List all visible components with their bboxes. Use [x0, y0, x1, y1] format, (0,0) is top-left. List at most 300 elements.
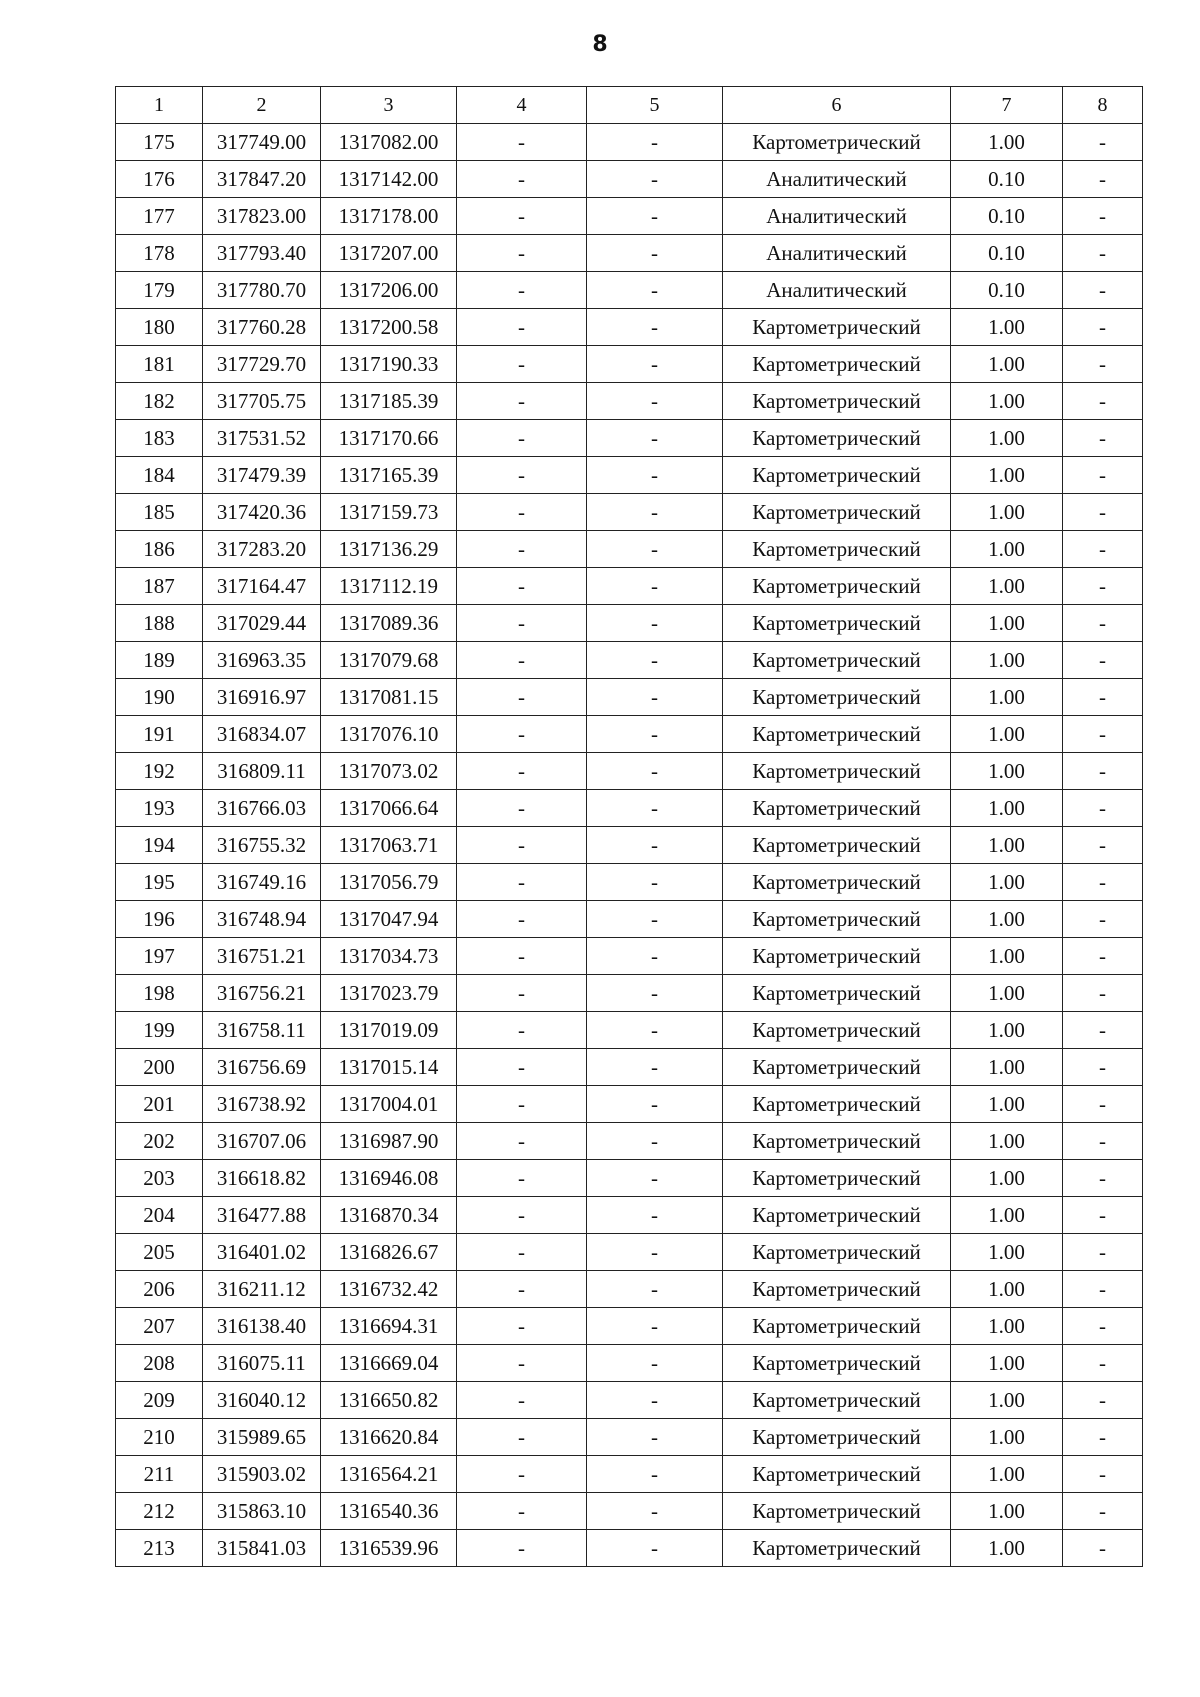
y-coordinate-cell: 1317112.19 — [321, 568, 457, 605]
x-coordinate-cell: 317780.70 — [203, 272, 321, 309]
method-cell: Картометрический — [723, 531, 951, 568]
col8-cell: - — [1063, 790, 1143, 827]
page-number: 8 — [592, 32, 608, 57]
point-number-cell: 197 — [116, 938, 203, 975]
table-row — [116, 1160, 1143, 1197]
table-row — [116, 420, 1143, 457]
col4-cell: - — [457, 124, 587, 161]
method-cell: Картометрический — [723, 605, 951, 642]
y-coordinate-cell: 1316564.21 — [321, 1456, 457, 1493]
table-row — [116, 1012, 1143, 1049]
accuracy-cell: 0.10 — [951, 235, 1063, 272]
col8-cell: - — [1063, 1493, 1143, 1530]
y-coordinate-cell: 1317063.71 — [321, 827, 457, 864]
point-number-cell: 198 — [116, 975, 203, 1012]
x-coordinate-cell: 317705.75 — [203, 383, 321, 420]
point-number-cell: 184 — [116, 457, 203, 494]
table-row — [116, 1493, 1143, 1530]
table-row — [116, 753, 1143, 790]
point-number-cell: 175 — [116, 124, 203, 161]
table-row — [116, 235, 1143, 272]
col5-cell: - — [587, 1123, 723, 1160]
point-number-cell: 202 — [116, 1123, 203, 1160]
col4-cell: - — [457, 1123, 587, 1160]
col5-cell: - — [587, 161, 723, 198]
y-coordinate-cell: 1316539.96 — [321, 1530, 457, 1567]
col4-cell: - — [457, 420, 587, 457]
accuracy-cell: 1.00 — [951, 753, 1063, 790]
method-cell: Картометрический — [723, 1345, 951, 1382]
point-number-cell: 212 — [116, 1493, 203, 1530]
col4-cell: - — [457, 198, 587, 235]
col4-cell: - — [457, 827, 587, 864]
method-cell: Картометрический — [723, 1308, 951, 1345]
x-coordinate-cell: 316809.11 — [203, 753, 321, 790]
col8-cell: - — [1063, 1234, 1143, 1271]
col4-cell: - — [457, 568, 587, 605]
x-coordinate-cell: 315903.02 — [203, 1456, 321, 1493]
col8-cell: - — [1063, 1308, 1143, 1345]
col5-cell: - — [587, 272, 723, 309]
y-coordinate-cell: 1317082.00 — [321, 124, 457, 161]
accuracy-cell: 0.10 — [951, 161, 1063, 198]
method-cell: Картометрический — [723, 975, 951, 1012]
point-number-cell: 200 — [116, 1049, 203, 1086]
method-cell: Аналитический — [723, 198, 951, 235]
x-coordinate-cell: 317749.00 — [203, 124, 321, 161]
x-coordinate-cell: 317283.20 — [203, 531, 321, 568]
x-coordinate-cell: 316916.97 — [203, 679, 321, 716]
method-cell: Картометрический — [723, 1086, 951, 1123]
table-row — [116, 642, 1143, 679]
col5-cell: - — [587, 1382, 723, 1419]
y-coordinate-cell: 1316732.42 — [321, 1271, 457, 1308]
method-cell: Картометрический — [723, 494, 951, 531]
accuracy-cell: 1.00 — [951, 531, 1063, 568]
x-coordinate-cell: 316756.69 — [203, 1049, 321, 1086]
y-coordinate-cell: 1317047.94 — [321, 901, 457, 938]
point-number-cell: 203 — [116, 1160, 203, 1197]
col8-cell: - — [1063, 1086, 1143, 1123]
method-cell: Картометрический — [723, 642, 951, 679]
col4-cell: - — [457, 494, 587, 531]
accuracy-cell: 1.00 — [951, 1308, 1063, 1345]
col8-cell: - — [1063, 975, 1143, 1012]
method-cell: Картометрический — [723, 1493, 951, 1530]
table-row — [116, 1271, 1143, 1308]
accuracy-cell: 1.00 — [951, 124, 1063, 161]
table-row — [116, 309, 1143, 346]
col5-cell: - — [587, 198, 723, 235]
x-coordinate-cell: 316758.11 — [203, 1012, 321, 1049]
col4-cell: - — [457, 1271, 587, 1308]
column-header: 6 — [723, 87, 951, 124]
col5-cell: - — [587, 383, 723, 420]
col5-cell: - — [587, 938, 723, 975]
table-row — [116, 346, 1143, 383]
method-cell: Картометрический — [723, 124, 951, 161]
table-row — [116, 790, 1143, 827]
col4-cell: - — [457, 790, 587, 827]
col4-cell: - — [457, 864, 587, 901]
table-row — [116, 272, 1143, 309]
point-number-cell: 201 — [116, 1086, 203, 1123]
table-row — [116, 901, 1143, 938]
x-coordinate-cell: 316834.07 — [203, 716, 321, 753]
col5-cell: - — [587, 1234, 723, 1271]
col5-cell: - — [587, 124, 723, 161]
x-coordinate-cell: 317531.52 — [203, 420, 321, 457]
method-cell: Картометрический — [723, 679, 951, 716]
x-coordinate-cell: 316766.03 — [203, 790, 321, 827]
col8-cell: - — [1063, 1382, 1143, 1419]
point-number-cell: 210 — [116, 1419, 203, 1456]
col4-cell: - — [457, 531, 587, 568]
col4-cell: - — [457, 1530, 587, 1567]
y-coordinate-cell: 1316826.67 — [321, 1234, 457, 1271]
col8-cell: - — [1063, 1271, 1143, 1308]
x-coordinate-cell: 317847.20 — [203, 161, 321, 198]
col5-cell: - — [587, 716, 723, 753]
col8-cell: - — [1063, 1123, 1143, 1160]
col4-cell: - — [457, 605, 587, 642]
col4-cell: - — [457, 1382, 587, 1419]
accuracy-cell: 1.00 — [951, 1012, 1063, 1049]
col5-cell: - — [587, 1308, 723, 1345]
col8-cell: - — [1063, 901, 1143, 938]
col4-cell: - — [457, 716, 587, 753]
col4-cell: - — [457, 1049, 587, 1086]
col5-cell: - — [587, 1345, 723, 1382]
col5-cell: - — [587, 1012, 723, 1049]
y-coordinate-cell: 1317178.00 — [321, 198, 457, 235]
accuracy-cell: 1.00 — [951, 346, 1063, 383]
col8-cell: - — [1063, 568, 1143, 605]
table-body — [116, 124, 1143, 1567]
accuracy-cell: 1.00 — [951, 1197, 1063, 1234]
method-cell: Картометрический — [723, 901, 951, 938]
col5-cell: - — [587, 679, 723, 716]
col8-cell: - — [1063, 1012, 1143, 1049]
x-coordinate-cell: 317029.44 — [203, 605, 321, 642]
col5-cell: - — [587, 309, 723, 346]
col8-cell: - — [1063, 605, 1143, 642]
accuracy-cell: 1.00 — [951, 679, 1063, 716]
accuracy-cell: 1.00 — [951, 901, 1063, 938]
point-number-cell: 194 — [116, 827, 203, 864]
col5-cell: - — [587, 1493, 723, 1530]
col4-cell: - — [457, 1086, 587, 1123]
method-cell: Картометрический — [723, 1234, 951, 1271]
point-number-cell: 178 — [116, 235, 203, 272]
table-row — [116, 161, 1143, 198]
col5-cell: - — [587, 1086, 723, 1123]
point-number-cell: 208 — [116, 1345, 203, 1382]
point-number-cell: 205 — [116, 1234, 203, 1271]
point-number-cell: 188 — [116, 605, 203, 642]
col4-cell: - — [457, 1234, 587, 1271]
method-cell: Картометрический — [723, 1123, 951, 1160]
y-coordinate-cell: 1317034.73 — [321, 938, 457, 975]
col4-cell: - — [457, 272, 587, 309]
point-number-cell: 187 — [116, 568, 203, 605]
x-coordinate-cell: 316756.21 — [203, 975, 321, 1012]
table-row — [116, 1419, 1143, 1456]
col4-cell: - — [457, 1493, 587, 1530]
y-coordinate-cell: 1317190.33 — [321, 346, 457, 383]
col5-cell: - — [587, 1197, 723, 1234]
x-coordinate-cell: 316748.94 — [203, 901, 321, 938]
accuracy-cell: 1.00 — [951, 457, 1063, 494]
accuracy-cell: 1.00 — [951, 494, 1063, 531]
table-row — [116, 716, 1143, 753]
col4-cell: - — [457, 901, 587, 938]
y-coordinate-cell: 1317185.39 — [321, 383, 457, 420]
y-coordinate-cell: 1317023.79 — [321, 975, 457, 1012]
method-cell: Картометрический — [723, 864, 951, 901]
point-number-cell: 196 — [116, 901, 203, 938]
x-coordinate-cell: 315989.65 — [203, 1419, 321, 1456]
point-number-cell: 185 — [116, 494, 203, 531]
accuracy-cell: 1.00 — [951, 790, 1063, 827]
x-coordinate-cell: 317823.00 — [203, 198, 321, 235]
accuracy-cell: 1.00 — [951, 975, 1063, 1012]
accuracy-cell: 0.10 — [951, 198, 1063, 235]
method-cell: Картометрический — [723, 1419, 951, 1456]
column-header: 1 — [116, 87, 203, 124]
y-coordinate-cell: 1317207.00 — [321, 235, 457, 272]
col8-cell: - — [1063, 198, 1143, 235]
col4-cell: - — [457, 457, 587, 494]
table-row — [116, 975, 1143, 1012]
col5-cell: - — [587, 642, 723, 679]
x-coordinate-cell: 316707.06 — [203, 1123, 321, 1160]
accuracy-cell: 1.00 — [951, 1049, 1063, 1086]
col5-cell: - — [587, 1530, 723, 1567]
col5-cell: - — [587, 1049, 723, 1086]
x-coordinate-cell: 317164.47 — [203, 568, 321, 605]
point-number-cell: 213 — [116, 1530, 203, 1567]
x-coordinate-cell: 316401.02 — [203, 1234, 321, 1271]
accuracy-cell: 1.00 — [951, 1234, 1063, 1271]
col5-cell: - — [587, 568, 723, 605]
column-header: 8 — [1063, 87, 1143, 124]
col5-cell: - — [587, 1271, 723, 1308]
point-number-cell: 211 — [116, 1456, 203, 1493]
col4-cell: - — [457, 1419, 587, 1456]
col5-cell: - — [587, 1419, 723, 1456]
col4-cell: - — [457, 753, 587, 790]
point-number-cell: 209 — [116, 1382, 203, 1419]
accuracy-cell: 1.00 — [951, 716, 1063, 753]
accuracy-cell: 1.00 — [951, 605, 1063, 642]
col8-cell: - — [1063, 420, 1143, 457]
x-coordinate-cell: 317793.40 — [203, 235, 321, 272]
accuracy-cell: 1.00 — [951, 1493, 1063, 1530]
method-cell: Картометрический — [723, 827, 951, 864]
table-row — [116, 827, 1143, 864]
point-number-cell: 180 — [116, 309, 203, 346]
method-cell: Аналитический — [723, 161, 951, 198]
table-row — [116, 1234, 1143, 1271]
accuracy-cell: 1.00 — [951, 309, 1063, 346]
point-number-cell: 182 — [116, 383, 203, 420]
col5-cell: - — [587, 494, 723, 531]
table-row — [116, 1345, 1143, 1382]
point-number-cell: 192 — [116, 753, 203, 790]
table-row — [116, 1086, 1143, 1123]
col8-cell: - — [1063, 1345, 1143, 1382]
col8-cell: - — [1063, 716, 1143, 753]
table-row — [116, 864, 1143, 901]
accuracy-cell: 0.10 — [951, 272, 1063, 309]
y-coordinate-cell: 1316987.90 — [321, 1123, 457, 1160]
point-number-cell: 177 — [116, 198, 203, 235]
col5-cell: - — [587, 605, 723, 642]
y-coordinate-cell: 1317159.73 — [321, 494, 457, 531]
col8-cell: - — [1063, 642, 1143, 679]
y-coordinate-cell: 1317136.29 — [321, 531, 457, 568]
x-coordinate-cell: 316963.35 — [203, 642, 321, 679]
column-header: 4 — [457, 87, 587, 124]
col5-cell: - — [587, 235, 723, 272]
col8-cell: - — [1063, 864, 1143, 901]
x-coordinate-cell: 316749.16 — [203, 864, 321, 901]
x-coordinate-cell: 315841.03 — [203, 1530, 321, 1567]
column-header: 2 — [203, 87, 321, 124]
accuracy-cell: 1.00 — [951, 1123, 1063, 1160]
table-row — [116, 1382, 1143, 1419]
x-coordinate-cell: 317760.28 — [203, 309, 321, 346]
table-row — [116, 124, 1143, 161]
col4-cell: - — [457, 938, 587, 975]
method-cell: Картометрический — [723, 309, 951, 346]
y-coordinate-cell: 1316694.31 — [321, 1308, 457, 1345]
col8-cell: - — [1063, 1049, 1143, 1086]
y-coordinate-cell: 1316540.36 — [321, 1493, 457, 1530]
col5-cell: - — [587, 346, 723, 383]
y-coordinate-cell: 1316650.82 — [321, 1382, 457, 1419]
col4-cell: - — [457, 679, 587, 716]
method-cell: Картометрический — [723, 568, 951, 605]
x-coordinate-cell: 316477.88 — [203, 1197, 321, 1234]
col8-cell: - — [1063, 272, 1143, 309]
y-coordinate-cell: 1317142.00 — [321, 161, 457, 198]
x-coordinate-cell: 316755.32 — [203, 827, 321, 864]
accuracy-cell: 1.00 — [951, 1456, 1063, 1493]
col5-cell: - — [587, 901, 723, 938]
col5-cell: - — [587, 457, 723, 494]
col4-cell: - — [457, 383, 587, 420]
method-cell: Картометрический — [723, 716, 951, 753]
col4-cell: - — [457, 346, 587, 383]
y-coordinate-cell: 1317019.09 — [321, 1012, 457, 1049]
col4-cell: - — [457, 1308, 587, 1345]
accuracy-cell: 1.00 — [951, 1345, 1063, 1382]
point-number-cell: 199 — [116, 1012, 203, 1049]
method-cell: Картометрический — [723, 1012, 951, 1049]
y-coordinate-cell: 1317170.66 — [321, 420, 457, 457]
method-cell: Картометрический — [723, 420, 951, 457]
col8-cell: - — [1063, 457, 1143, 494]
accuracy-cell: 1.00 — [951, 642, 1063, 679]
col5-cell: - — [587, 1456, 723, 1493]
table-row — [116, 457, 1143, 494]
col4-cell: - — [457, 1456, 587, 1493]
col4-cell: - — [457, 1197, 587, 1234]
table-row — [116, 938, 1143, 975]
point-number-cell: 183 — [116, 420, 203, 457]
method-cell: Картометрический — [723, 1530, 951, 1567]
point-number-cell: 193 — [116, 790, 203, 827]
col5-cell: - — [587, 790, 723, 827]
point-number-cell: 179 — [116, 272, 203, 309]
method-cell: Картометрический — [723, 383, 951, 420]
y-coordinate-cell: 1316669.04 — [321, 1345, 457, 1382]
accuracy-cell: 1.00 — [951, 1382, 1063, 1419]
col8-cell: - — [1063, 1419, 1143, 1456]
point-number-cell: 207 — [116, 1308, 203, 1345]
method-cell: Картометрический — [723, 1271, 951, 1308]
col4-cell: - — [457, 1012, 587, 1049]
method-cell: Картометрический — [723, 1456, 951, 1493]
y-coordinate-cell: 1317073.02 — [321, 753, 457, 790]
col4-cell: - — [457, 309, 587, 346]
method-cell: Картометрический — [723, 1160, 951, 1197]
col5-cell: - — [587, 531, 723, 568]
accuracy-cell: 1.00 — [951, 1530, 1063, 1567]
y-coordinate-cell: 1316870.34 — [321, 1197, 457, 1234]
col4-cell: - — [457, 1160, 587, 1197]
accuracy-cell: 1.00 — [951, 1086, 1063, 1123]
table-row — [116, 531, 1143, 568]
y-coordinate-cell: 1317056.79 — [321, 864, 457, 901]
col5-cell: - — [587, 753, 723, 790]
col8-cell: - — [1063, 494, 1143, 531]
col8-cell: - — [1063, 235, 1143, 272]
x-coordinate-cell: 317729.70 — [203, 346, 321, 383]
coordinates-table — [115, 86, 1143, 1567]
col8-cell: - — [1063, 1530, 1143, 1567]
column-header: 7 — [951, 87, 1063, 124]
col8-cell: - — [1063, 753, 1143, 790]
y-coordinate-cell: 1317066.64 — [321, 790, 457, 827]
point-number-cell: 195 — [116, 864, 203, 901]
col8-cell: - — [1063, 161, 1143, 198]
col5-cell: - — [587, 827, 723, 864]
method-cell: Аналитический — [723, 272, 951, 309]
table-row — [116, 494, 1143, 531]
col8-cell: - — [1063, 1456, 1143, 1493]
y-coordinate-cell: 1317015.14 — [321, 1049, 457, 1086]
col4-cell: - — [457, 235, 587, 272]
x-coordinate-cell: 316751.21 — [203, 938, 321, 975]
column-header: 5 — [587, 87, 723, 124]
y-coordinate-cell: 1317081.15 — [321, 679, 457, 716]
method-cell: Картометрический — [723, 938, 951, 975]
method-cell: Аналитический — [723, 235, 951, 272]
accuracy-cell: 1.00 — [951, 1160, 1063, 1197]
method-cell: Картометрический — [723, 753, 951, 790]
table-row — [116, 1123, 1143, 1160]
accuracy-cell: 1.00 — [951, 568, 1063, 605]
col5-cell: - — [587, 420, 723, 457]
col5-cell: - — [587, 864, 723, 901]
y-coordinate-cell: 1317079.68 — [321, 642, 457, 679]
table-row — [116, 568, 1143, 605]
x-coordinate-cell: 317479.39 — [203, 457, 321, 494]
col8-cell: - — [1063, 124, 1143, 161]
